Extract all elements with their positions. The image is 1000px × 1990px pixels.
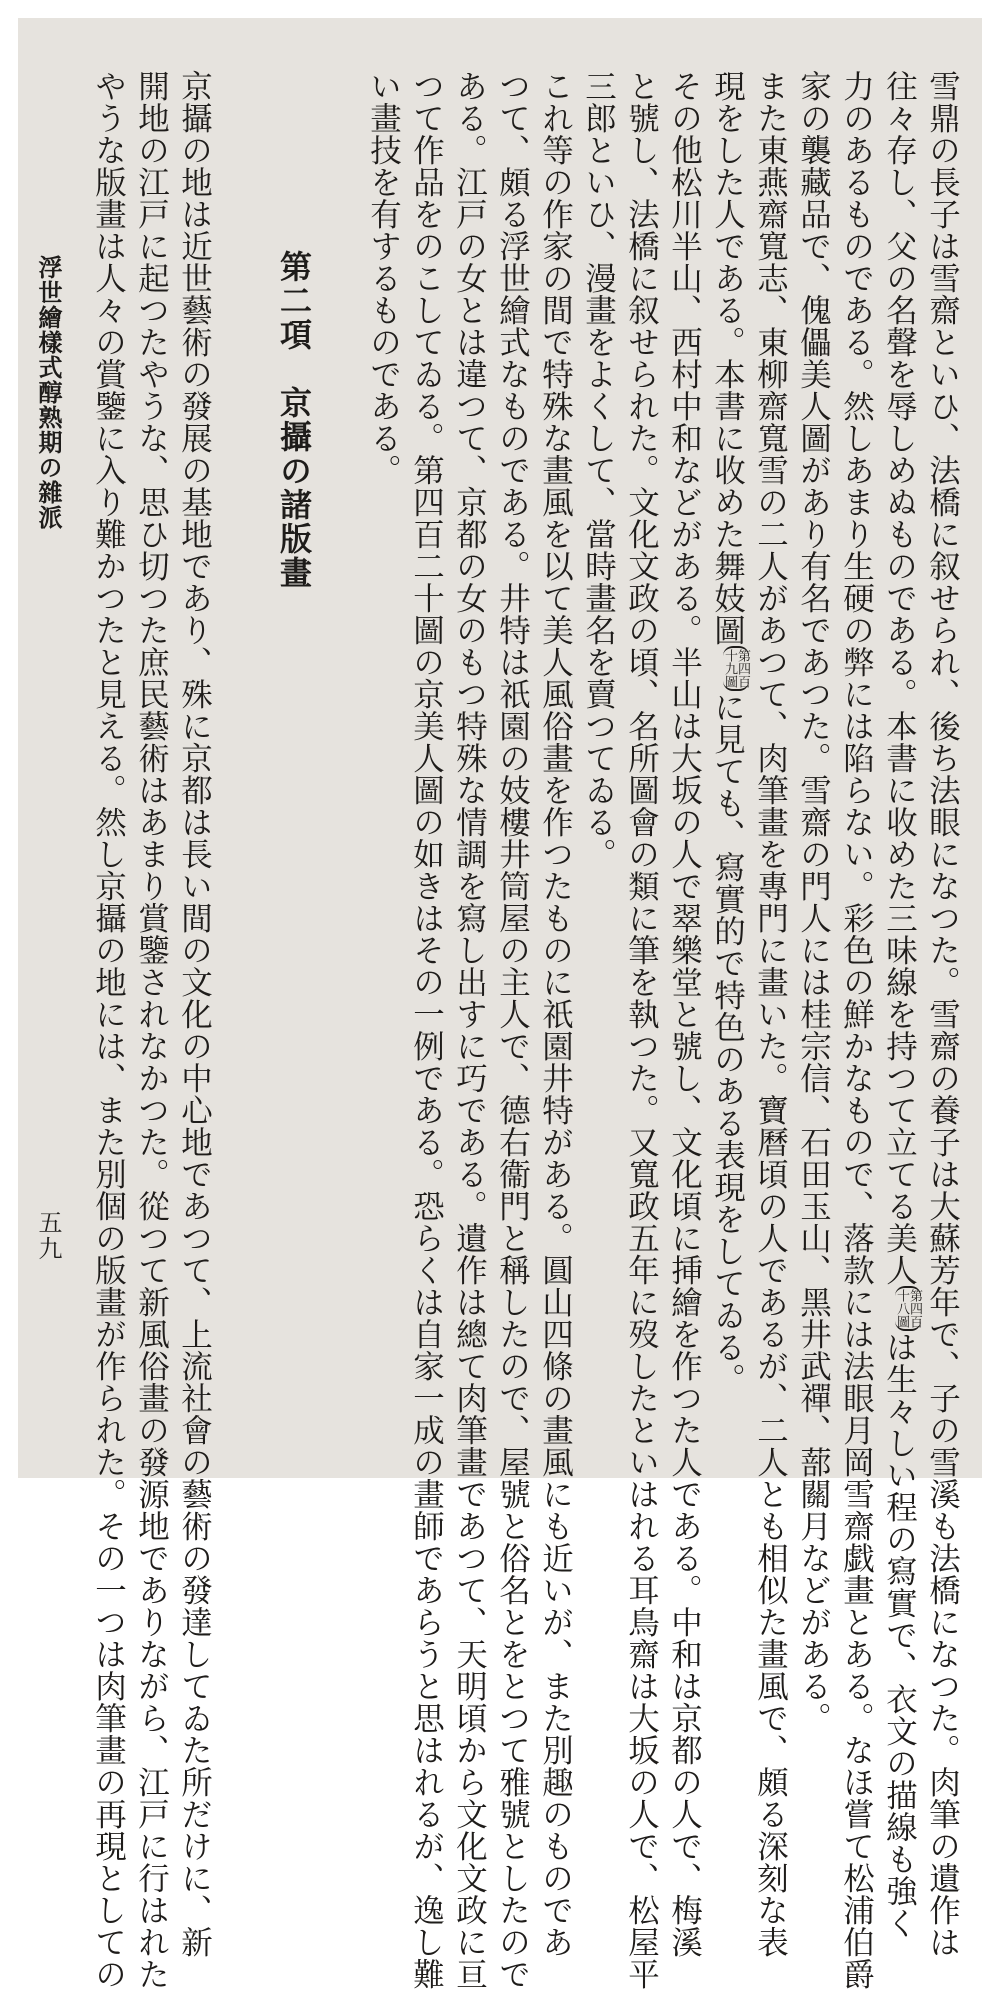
page-number: 五九: [34, 1210, 62, 1262]
text-column: と號し、法橋に叙せられた。文化文政の頃、名所圖會の類に筆を執つた。又寬政五年に歿したといはれる耳鳥齋は大坂の人で、松屋平: [623, 70, 660, 1990]
text-column: 力のあるものである。然しあまり生硬の弊には陷らない。彩色の鮮かなもので、落款には法眼月岡雪齋戯畫とある。なほ嘗て松浦伯爵: [838, 70, 875, 1990]
text-column: やうな版畫は人々の賞鑒に入り難かつたと見える。然し京攝の地には、また別個の版畫が作られた。その一つは肉筆畫の再現としての: [90, 70, 127, 1990]
figure-reference-note: [895, 1286, 921, 1331]
text-column: 開地の江戸に起つたやうな、思ひ切つた庶民藝術はあまり賞鑒されなかつた。從つて新風俗畫の發源地でありながら、江戸に行はれた: [133, 70, 170, 1990]
text-column: 家の襲藏品で、傀儡美人圖があり有名であつた。雪齋の門人には桂宗信、石田玉山、黑井武禪、蔀關月などがある。: [795, 70, 832, 1734]
text-column: [711, 70, 749, 1395]
note-line: 十八圖: [894, 1289, 909, 1328]
text-column: その他松川半山、西村中和などがある。半山は大坂の人で翠樂堂と號し、文化頃に挿繪を作つた人である。中和は京都の人で、梅溪: [666, 70, 703, 1958]
text-column: 雪鼎の長子は雪齋といひ、法橋に叙せられ、後ち法眼になつた。雪齋の養子は大蘇芳年で、子の雪溪も法橋になつた。肉筆の遺作は: [924, 70, 961, 1958]
text-run: 往々存し、父の名聲を辱しめぬものである。本書に收めた三味線を持つて立てる美人: [881, 70, 918, 1286]
text-column: また東燕齋寬志、東柳齋寬雪の二人があつて、肉筆畫を專門に畫いた。寶曆頃の人であるが、二人とも相似た畫風で、頗る深刻な表: [752, 70, 789, 1958]
text-column: い畫技を有するものである。: [365, 70, 402, 486]
running-title: 浮世繪樣式醇熟期の雜派: [34, 255, 63, 530]
section-heading: 第二項 京攝の諸版畫: [275, 250, 313, 590]
text-column: 三郎といひ、漫畫をよくして、當時畫名を賣つてゐる。: [580, 70, 617, 870]
text-column: [883, 70, 921, 1939]
figure-reference-note: [723, 646, 749, 691]
text-column: つて作品をのこしてゐる。第四百二十圖の京美人圖の如きはその一例である。恐らくは自家一成の畫師であらうと思はれるが、逸し難: [408, 70, 445, 1990]
text-run: は生々しい程の寫實で、衣文の描線も強く: [881, 1331, 918, 1939]
text-column: これ等の作家の間で特殊な畫風を以て美人風俗畫を作つたものに祇園井特がある。圓山四條の畫風にも近いが、また別趣のものであ: [537, 70, 574, 1958]
text-column: 京攝の地は近世藝術の發展の基地であり、殊に京都は長い間の文化の中心地であつて、上流社會の藝術の發達してゐた所だけに、新: [176, 70, 213, 1958]
text-run: に見ても、寫實的で特色のある表現をしてゐる。: [709, 691, 746, 1395]
text-column: つて、頗る浮世繪式なものである。井特は祇園の妓樓井筒屋の主人で、德右衞門と稱したので、屋號と俗名とをとつて雅號としたので: [494, 70, 531, 1990]
text-run: 現をした人である。本書に收めた舞妓圖: [709, 70, 746, 646]
note-line: 十九圖: [722, 649, 737, 688]
text-column: ある。江戸の女とは違つて、京都の女のもつ特殊な情調を寫し出すに巧である。遺作は總て肉筆畫であつて、天明頃から文化文政に亘: [451, 70, 488, 1990]
note-line: 第四百: [907, 1289, 922, 1328]
note-line: 第四百: [735, 649, 750, 688]
